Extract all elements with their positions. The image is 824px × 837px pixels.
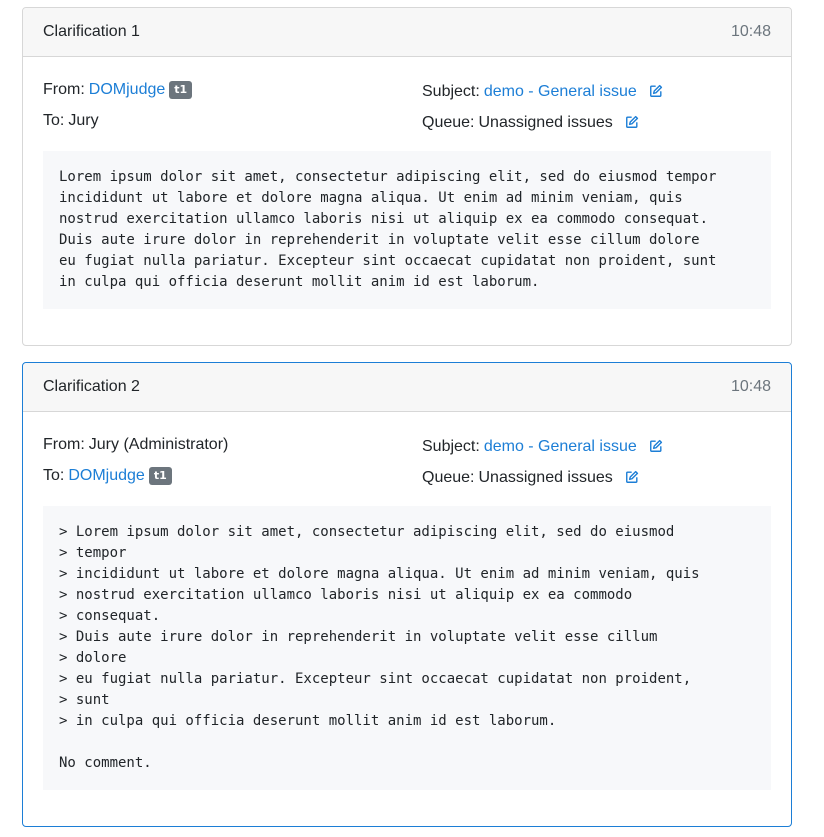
meta-info <box>43 57 771 151</box>
card-time: 10:48 <box>730 378 771 395</box>
clarification-card-1 <box>22 7 792 346</box>
subject-line <box>422 438 665 456</box>
edit-icon[interactable] <box>625 115 641 131</box>
subject-label: Subject: <box>422 83 480 100</box>
meta-info <box>43 412 771 506</box>
from-label: From: <box>43 436 85 453</box>
from-value: Jury (Administrator) <box>88 436 229 453</box>
team-badge: t1 <box>149 467 172 485</box>
to-line <box>43 112 99 130</box>
edit-icon[interactable] <box>649 439 665 455</box>
edit-icon[interactable] <box>625 470 641 486</box>
queue-line <box>422 469 641 487</box>
edit-icon[interactable] <box>649 84 665 100</box>
from-line <box>43 81 192 99</box>
queue-value: Unassigned issues <box>478 114 613 131</box>
to-line <box>43 467 172 485</box>
subject-link[interactable]: demo - General issue <box>483 83 637 100</box>
card-body <box>23 412 791 790</box>
card-header <box>23 8 791 57</box>
queue-label: Queue: <box>422 469 475 486</box>
subject-line <box>422 83 665 101</box>
from-line <box>43 436 228 454</box>
queue-value: Unassigned issues <box>478 469 613 486</box>
team-badge: t1 <box>169 81 192 99</box>
from-label: From: <box>43 81 85 98</box>
to-team-link[interactable]: DOMjudge <box>68 467 145 484</box>
queue-line <box>422 114 641 132</box>
card-header <box>23 363 791 412</box>
clarification-message: Lorem ipsum dolor sit amet, consectetur adipiscing elit, sed do eiusmod tempor incididunt ut labore et dolore magna aliqua. Ut enim ad minim veniam, quis nostrud exercitation ullamco laboris nisi ut aliquip ex ea commodo consequat. Duis aute irure dolor in reprehenderit in voluptate velit esse cillum dolore eu fugiat nulla pariatur. Excepteur sint occaecat cupidatat non proident, sunt in culpa qui officia deserunt mollit anim id est laborum. <box>43 151 771 309</box>
card-time: 10:48 <box>730 23 771 40</box>
subject-label: Subject: <box>422 438 480 455</box>
to-label: To: <box>43 467 65 484</box>
card-body <box>23 57 791 309</box>
clarification-message: > Lorem ipsum dolor sit amet, consectetur adipiscing elit, sed do eiusmod > tempor > incididunt ut labore et dolore magna aliqua. Ut enim ad minim veniam, quis > nostrud exercitation ullamco laboris nisi ut aliquip ex ea commodo > consequat. > Duis aute irure dolor in reprehenderit in voluptate velit esse cillum > dolore > eu fugiat nulla pariatur. Excepteur sint occaecat cupidatat non proident, > sunt > in culpa qui officia deserunt mollit anim id est laborum. No comment. <box>43 506 771 790</box>
queue-label: Queue: <box>422 114 475 131</box>
to-label: To: <box>43 112 65 129</box>
card-title: Clarification 2 <box>43 378 140 395</box>
from-team-link[interactable]: DOMjudge <box>88 81 166 98</box>
subject-link[interactable]: demo - General issue <box>483 438 637 455</box>
clarification-card-2 <box>22 362 792 827</box>
card-title: Clarification 1 <box>43 23 140 40</box>
to-value: Jury <box>68 112 99 129</box>
